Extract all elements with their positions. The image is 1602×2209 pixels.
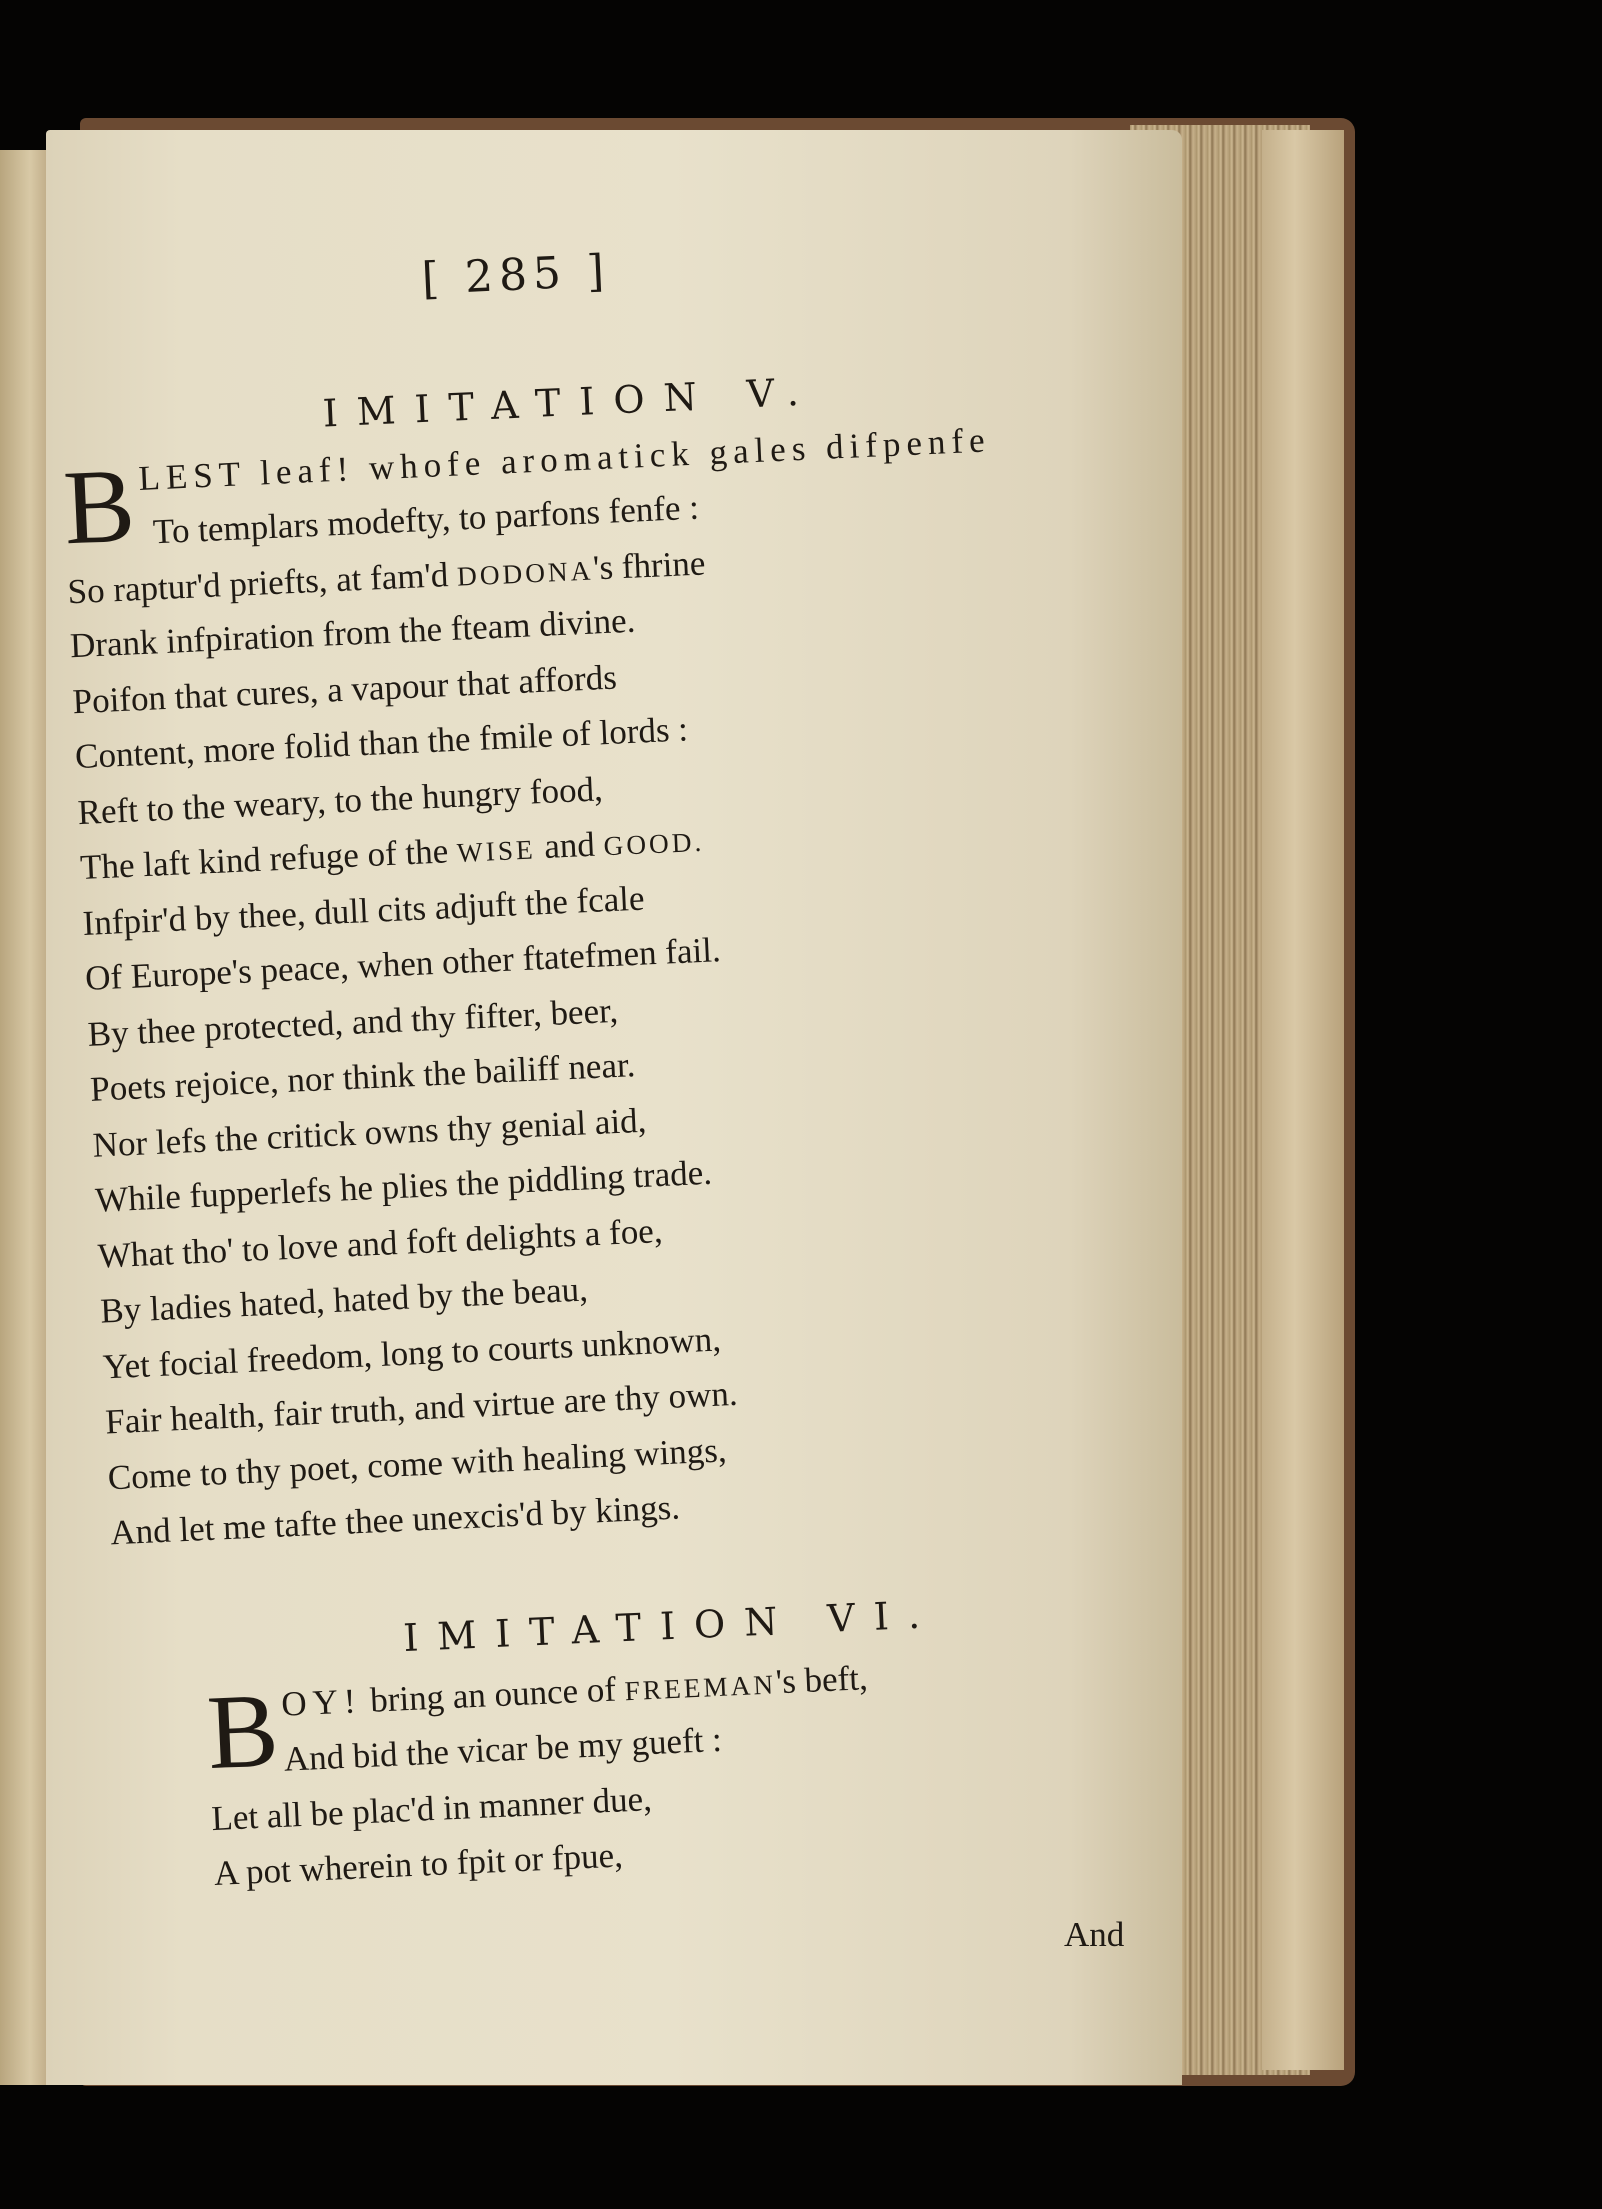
- imitation-v-line-8: The laft kind refuge of the WISE and GOOD.: [79, 824, 705, 888]
- imitation-v-heading: IMITATION V.: [321, 369, 819, 436]
- imitation-vi-heading: IMITATION VI.: [402, 1591, 940, 1661]
- imitation-vi-line-3: Let all be plac'd in manner due,: [210, 1779, 653, 1839]
- imitation-v-line-2: To templars modefty, to parfons fenfe :: [152, 487, 700, 552]
- book-page: [46, 130, 1182, 2085]
- imitation-v-line-6: Content, more folid than the fmile of lords :: [74, 709, 689, 777]
- imitation-v-drop-cap: B: [61, 446, 138, 567]
- imitation-v-line-11: By thee protected, and thy fifter, beer,: [86, 990, 619, 1054]
- good-word: GOOD.: [602, 826, 705, 862]
- wise-word: WISE: [456, 834, 537, 868]
- imitation-v-line-16: By ladies hated, hated by the beau,: [99, 1269, 589, 1331]
- imitation-v-line-7: Reft to the weary, to the hungry food,: [76, 769, 604, 833]
- imitation-vi-line-2: And bid the vicar be my gueft :: [282, 1719, 723, 1779]
- imitation-v-line-9: Infpir'd by thee, dull cits adjuft the fcale: [81, 878, 646, 943]
- imitation-v-line-15: What tho' to love and foft delights a foe,: [96, 1211, 664, 1276]
- imitation-v-line-1: LEST leaf! whofe aromatick gales difpenfe: [137, 420, 992, 498]
- imitation-v-line-13: Nor lefs the critick owns thy genial aid,: [91, 1100, 648, 1165]
- imitation-v-line-14: While fupperlefs he plies the piddling trade.: [94, 1152, 713, 1220]
- catchword: And: [1064, 1915, 1125, 1954]
- imitation-v-line-12: Poets rejoice, nor think the bailiff near.: [89, 1045, 637, 1109]
- imitation-v-line-18: Fair health, fair truth, and virtue are thy own.: [104, 1373, 739, 1442]
- page-number: [ 285 ]: [420, 245, 612, 305]
- imitation-v-line-3: So raptur'd priefts, at fam'd DODONA's fhrine: [66, 543, 707, 612]
- imitation-vi-line-4: A pot wherein to fpit or fpue,: [213, 1835, 624, 1894]
- imitation-v-line-4: Drank infpiration from the fteam divine.: [69, 600, 637, 666]
- imitation-v-line-10: Of Europe's peace, when other ftatefmen fail.: [84, 930, 722, 998]
- imitation-v-line-19: Come to thy poet, come with healing wings,: [107, 1430, 728, 1498]
- imitation-vi-line-1: OY! bring an ounce of FREEMAN's beft,: [280, 1658, 869, 1724]
- imitation-v-line-20: And let me tafte thee unexcis'd by kings.: [109, 1487, 681, 1553]
- freeman-name: FREEMAN: [624, 1669, 777, 1707]
- dodona-name: DODONA: [456, 555, 594, 592]
- imitation-v-line-17: Yet focial freedom, long to courts unknown,: [101, 1319, 722, 1387]
- imitation-v-line-5: Poifon that cures, a vapour that affords: [71, 657, 618, 722]
- page-text: [6, 101, 1230, 2106]
- page-stack-fore-edge: [1262, 130, 1344, 2070]
- imitation-vi-drop-cap: B: [204, 1671, 281, 1792]
